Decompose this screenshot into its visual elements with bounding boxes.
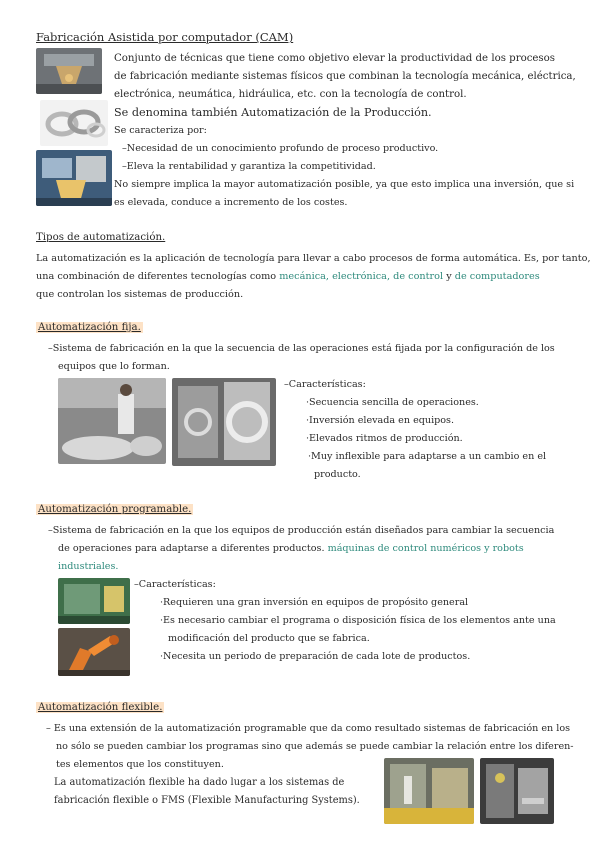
- fms-equipment-photo: [480, 758, 554, 824]
- flexible-fms-1: La automatización flexible ha dado lugar a los sistemas de: [54, 777, 345, 788]
- industrial-robot-photo: [58, 628, 130, 676]
- fixed-char-3: ·Elevados ritmos de producción.: [306, 433, 463, 444]
- intro-line-1: Conjunto de técnicas que tiene como objetivo elevar la productividad de los procesos: [114, 53, 556, 64]
- cnc-workshop-photo: [36, 150, 112, 206]
- programmable-def-2: de operaciones para adaptarse a diferentes productos. máquinas de control numéricos y robots: [58, 543, 524, 554]
- intro-aka: Se denomina también Automatización de la Producción.: [114, 106, 432, 119]
- rings-cad-photo: [40, 100, 108, 146]
- flexible-fms-2: fabricación flexible o FMS (Flexible Manufacturing Systems).: [54, 795, 360, 806]
- intro-line-3: electrónica, neumática, hidráulica, etc. con la tecnología de control.: [114, 89, 467, 100]
- programmable-heading: Automatización programable.: [38, 504, 192, 515]
- programmable-char-3: modificación del producto que se fabrica.: [168, 633, 370, 644]
- fixed-char-2: ·Inversión elevada en equipos.: [306, 415, 455, 426]
- programmable-def-1: –Sistema de fabricación en la que los equipos de producción están diseñados para cambiar la secuencia: [48, 525, 555, 536]
- cnc-machine-photo: [58, 578, 130, 624]
- programmable-char-1: ·Requieren una gran inversión en equipos de propósito general: [160, 597, 469, 608]
- intro-note-2: es elevada, conduce a incremento de los costes.: [114, 197, 348, 208]
- flexible-heading: Automatización flexible.: [38, 702, 163, 713]
- programmable-char-label: –Características:: [134, 579, 216, 590]
- fixed-def-1: –Sistema de fabricación en la que la secuencia de las operaciones está fijada por la configuración de los: [48, 343, 555, 354]
- term-mecanica: mecánica,: [279, 271, 329, 282]
- types-heading: Tipos de automatización.: [36, 232, 166, 243]
- page-title: Fabricación Asistida por computador (CAM): [36, 30, 294, 44]
- types-line-1: La automatización es la aplicación de tecnología para llevar a cabo procesos de forma automática. Es, por tanto,: [36, 253, 591, 264]
- fixed-char-4: ·Muy inflexible para adaptarse a un cambio en el: [308, 451, 547, 462]
- fixed-char-1: ·Secuencia sencilla de operaciones.: [306, 397, 479, 408]
- intro-note-1: No siempre implica la mayor automatización posible, ya que esto implica una inversión, que si: [114, 179, 575, 190]
- types-line-3: que controlan los sistemas de producción.: [36, 289, 244, 300]
- fixed-char-label: –Características:: [284, 379, 366, 390]
- term-electronica: electrónica,: [332, 271, 391, 282]
- fixed-heading: Automatización fija.: [38, 322, 141, 333]
- intro-bullet-1: –Necesidad de un conocimiento profundo de proceso productivo.: [122, 143, 439, 154]
- programmable-char-4: ·Necesita un periodo de preparación de cada lote de productos.: [160, 651, 471, 662]
- intro-characterized: Se caracteriza por:: [114, 125, 207, 136]
- programmable-def-3: industriales.: [58, 561, 119, 572]
- flexible-def-3: tes elementos que los constituyen.: [56, 759, 224, 770]
- flexible-def-2: no sólo se pueden cambiar los programas sino que además se puede cambiar la relación entre los diferen-: [56, 741, 574, 752]
- term-control: de control: [393, 271, 444, 282]
- fixed-production-line-photo: [58, 378, 166, 464]
- cam-machining-photo: [36, 48, 102, 94]
- fms-cell-photo: [384, 758, 474, 824]
- intro-bullet-2: –Eleva la rentabilidad y garantiza la competitividad.: [122, 161, 376, 172]
- intro-line-2: de fabricación mediante sistemas físicos que combinan la tecnología mecánica, eléctrica,: [114, 71, 576, 82]
- flexible-def-1: – Es una extensión de la automatización programable que da como resultado sistemas de fabricación en los: [46, 723, 571, 734]
- fixed-def-2: equipos que lo forman.: [58, 361, 170, 372]
- programmable-char-2: ·Es necesario cambiar el programa o disposición física de los elementos ante una: [160, 615, 556, 626]
- fixed-char-5: producto.: [314, 469, 361, 480]
- programmable-examples: máquinas de control numéricos y robots: [327, 543, 524, 554]
- term-computadores: de computadores: [454, 271, 540, 282]
- fixed-machine-photo: [172, 378, 276, 466]
- types-line-2: una combinación de diferentes tecnologías como mecánica, electrónica, de control y de computadores: [36, 271, 540, 282]
